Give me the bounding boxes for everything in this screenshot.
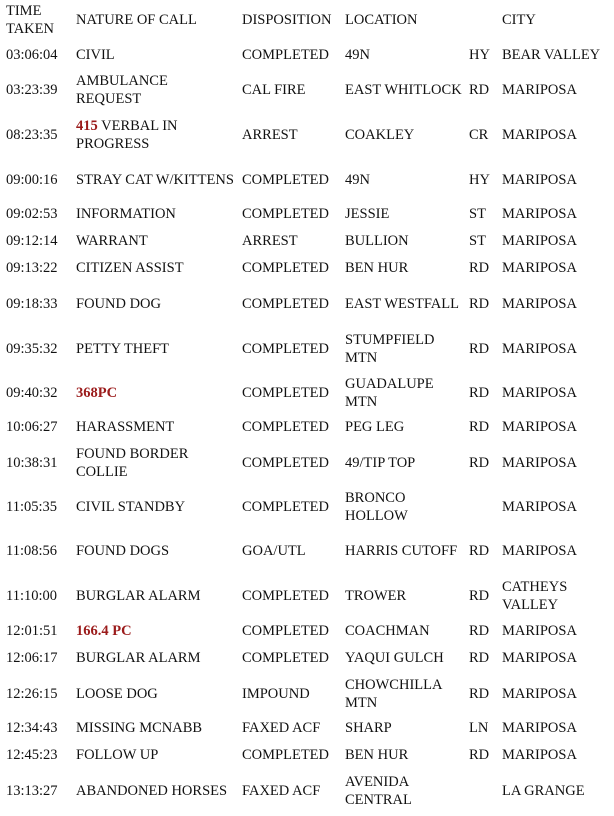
- disposition-cell: COMPLETED: [242, 260, 329, 276]
- disposition-cell: IMPOUND: [242, 686, 310, 702]
- nature-cell: [76, 542, 236, 560]
- header-time: TIME TAKEN: [6, 3, 54, 37]
- table-row: [0, 487, 614, 527]
- location-cell: EAST WHITLOCK: [345, 82, 462, 98]
- time-cell: 09:35:32: [6, 341, 58, 357]
- road-type-cell: CR: [469, 127, 489, 143]
- time-cell: 09:02:53: [6, 206, 58, 222]
- location-cell: BEN HUR: [345, 747, 409, 763]
- disposition-cell: COMPLETED: [242, 419, 329, 435]
- nature-text: BURGLAR ALARM: [76, 650, 201, 666]
- location-cell: 49N: [345, 47, 370, 63]
- road-type-cell: RD: [469, 385, 490, 401]
- time-cell: 09:40:32: [6, 385, 58, 401]
- table-row: [0, 645, 614, 671]
- nature-cell: [76, 46, 236, 64]
- location-cell: BEN HUR: [345, 260, 409, 276]
- disposition-cell: COMPLETED: [242, 499, 329, 515]
- table-row: [0, 618, 614, 644]
- penal-code: 415: [76, 118, 98, 134]
- road-type-cell: RD: [469, 455, 490, 471]
- nature-cell: [76, 340, 236, 358]
- nature-cell: [76, 622, 236, 640]
- road-type-cell: RD: [469, 341, 490, 357]
- road-type-cell: RD: [469, 650, 490, 666]
- city-cell: MARIPOSA: [502, 260, 577, 276]
- nature-text: LOOSE DOG: [76, 686, 158, 702]
- table-row: [0, 228, 614, 254]
- table-row: [0, 715, 614, 741]
- disposition-cell: GOA/UTL: [242, 543, 306, 559]
- disposition-cell: COMPLETED: [242, 650, 329, 666]
- location-cell: CHOWCHILLA MTN: [345, 677, 442, 711]
- table-row: [0, 70, 614, 110]
- penal-code: 368PC: [76, 385, 118, 401]
- location-cell: EAST WESTFALL: [345, 296, 459, 312]
- time-cell: 12:45:23: [6, 747, 58, 763]
- disposition-cell: FAXED ACF: [242, 783, 321, 799]
- city-cell: MARIPOSA: [502, 686, 577, 702]
- time-cell: 03:06:04: [6, 47, 58, 63]
- time-cell: 12:34:43: [6, 720, 58, 736]
- city-cell: MARIPOSA: [502, 455, 577, 471]
- table-row: [0, 329, 614, 369]
- location-cell: 49N: [345, 172, 370, 188]
- nature-text: BURGLAR ALARM: [76, 588, 201, 604]
- nature-cell: [76, 205, 236, 223]
- time-cell: 12:01:51: [6, 623, 58, 639]
- city-cell: MARIPOSA: [502, 419, 577, 435]
- nature-cell: [76, 649, 236, 667]
- table-row: [0, 373, 614, 413]
- time-cell: 09:13:22: [6, 260, 58, 276]
- table-row: [0, 115, 614, 155]
- time-cell: 09:18:33: [6, 296, 58, 312]
- nature-text: MISSING MCNABB: [76, 720, 203, 736]
- road-type-cell: RD: [469, 82, 490, 98]
- table-row: [0, 742, 614, 768]
- location-cell: YAQUI GULCH: [345, 650, 444, 666]
- nature-text: AMBULANCE REQUEST: [76, 73, 168, 107]
- nature-text: CITIZEN ASSIST: [76, 260, 184, 276]
- nature-text: CIVIL STANDBY: [76, 499, 186, 515]
- city-cell: MARIPOSA: [502, 172, 577, 188]
- time-cell: 08:23:35: [6, 127, 58, 143]
- disposition-cell: COMPLETED: [242, 455, 329, 471]
- header-row: [0, 2, 614, 38]
- nature-text: PETTY THEFT: [76, 341, 170, 357]
- disposition-cell: COMPLETED: [242, 206, 329, 222]
- disposition-cell: ARREST: [242, 233, 298, 249]
- disposition-cell: COMPLETED: [242, 588, 329, 604]
- nature-text: HARASSMENT: [76, 419, 175, 435]
- nature-text: ABANDONED HORSES: [76, 783, 228, 799]
- time-cell: 11:10:00: [6, 588, 58, 604]
- nature-text: FOUND DOGS: [76, 543, 170, 559]
- disposition-cell: COMPLETED: [242, 747, 329, 763]
- road-type-cell: RD: [469, 296, 490, 312]
- time-cell: 09:00:16: [6, 172, 58, 188]
- header-disposition: DISPOSITION: [242, 12, 332, 28]
- disposition-cell: COMPLETED: [242, 385, 329, 401]
- road-type-cell: RD: [469, 623, 490, 639]
- header-nature: NATURE OF CALL: [76, 12, 197, 28]
- road-type-cell: RD: [469, 686, 490, 702]
- nature-cell: [76, 384, 236, 402]
- table-row: [0, 255, 614, 281]
- city-cell: BEAR VALLEY: [502, 47, 601, 63]
- road-type-cell: RD: [469, 588, 490, 604]
- city-cell: MARIPOSA: [502, 341, 577, 357]
- penal-code: 166.4 PC: [76, 623, 132, 639]
- time-cell: 10:06:27: [6, 419, 58, 435]
- city-cell: MARIPOSA: [502, 720, 577, 736]
- disposition-cell: COMPLETED: [242, 296, 329, 312]
- nature-cell: [76, 782, 236, 800]
- city-cell: MARIPOSA: [502, 233, 577, 249]
- location-cell: JESSIE: [345, 206, 390, 222]
- road-type-cell: RD: [469, 419, 490, 435]
- city-cell: MARIPOSA: [502, 82, 577, 98]
- city-cell: MARIPOSA: [502, 385, 577, 401]
- table-row: [0, 414, 614, 440]
- location-cell: 49/TIP TOP: [345, 455, 416, 471]
- city-cell: MARIPOSA: [502, 747, 577, 763]
- nature-cell: [76, 445, 236, 481]
- location-cell: BULLION: [345, 233, 409, 249]
- nature-cell: [76, 746, 236, 764]
- location-cell: AVENIDA CENTRAL: [345, 774, 412, 808]
- table-row: [0, 531, 614, 571]
- road-type-cell: RD: [469, 260, 490, 276]
- location-cell: GUADALUPE MTN: [345, 376, 434, 410]
- disposition-cell: COMPLETED: [242, 341, 329, 357]
- road-type-cell: ST: [469, 233, 486, 249]
- road-type-cell: HY: [469, 47, 490, 63]
- table-row: [0, 443, 614, 483]
- time-cell: 12:26:15: [6, 686, 58, 702]
- nature-cell: [76, 171, 236, 189]
- nature-cell: [76, 719, 236, 737]
- road-type-cell: LN: [469, 720, 489, 736]
- table-row: [0, 201, 614, 227]
- time-cell: 09:12:14: [6, 233, 58, 249]
- header-location: LOCATION: [345, 12, 418, 28]
- disposition-cell: COMPLETED: [242, 623, 329, 639]
- city-cell: MARIPOSA: [502, 650, 577, 666]
- disposition-cell: COMPLETED: [242, 172, 329, 188]
- table-row: [0, 576, 614, 616]
- nature-text: FOUND DOG: [76, 296, 161, 312]
- road-type-cell: RD: [469, 747, 490, 763]
- city-cell: CATHEYS VALLEY: [502, 579, 568, 613]
- disposition-cell: ARREST: [242, 127, 298, 143]
- nature-cell: [76, 295, 236, 313]
- location-cell: STUMPFIELD MTN: [345, 332, 435, 366]
- nature-cell: [76, 117, 236, 153]
- table-row: [0, 42, 614, 68]
- disposition-cell: COMPLETED: [242, 47, 329, 63]
- location-cell: COACHMAN: [345, 623, 430, 639]
- time-cell: 03:23:39: [6, 82, 58, 98]
- table-row: [0, 674, 614, 714]
- table-row: [0, 771, 614, 811]
- nature-text: WARRANT: [76, 233, 148, 249]
- nature-cell: [76, 232, 236, 250]
- nature-text: VERBAL IN PROGRESS: [76, 118, 178, 152]
- nature-cell: [76, 72, 236, 108]
- city-cell: LA GRANGE: [502, 783, 585, 799]
- location-cell: TROWER: [345, 588, 407, 604]
- city-cell: MARIPOSA: [502, 623, 577, 639]
- location-cell: BRONCO HOLLOW: [345, 490, 408, 524]
- nature-cell: [76, 685, 236, 703]
- city-cell: MARIPOSA: [502, 499, 577, 515]
- nature-text: FOLLOW UP: [76, 747, 159, 763]
- nature-cell: [76, 259, 236, 277]
- nature-cell: [76, 587, 236, 605]
- time-cell: 11:05:35: [6, 499, 58, 515]
- city-cell: MARIPOSA: [502, 127, 577, 143]
- nature-text: FOUND BORDER COLLIE: [76, 446, 189, 480]
- nature-cell: [76, 418, 236, 436]
- table-row: [0, 284, 614, 324]
- location-cell: HARRIS CUTOFF: [345, 543, 458, 559]
- nature-text: CIVIL: [76, 47, 115, 63]
- header-city: CITY: [502, 12, 536, 28]
- road-type-cell: ST: [469, 206, 486, 222]
- city-cell: MARIPOSA: [502, 206, 577, 222]
- location-cell: PEG LEG: [345, 419, 405, 435]
- nature-cell: [76, 498, 236, 516]
- time-cell: 12:06:17: [6, 650, 58, 666]
- table-row: [0, 160, 614, 200]
- road-type-cell: HY: [469, 172, 490, 188]
- time-cell: 11:08:56: [6, 543, 58, 559]
- road-type-cell: RD: [469, 543, 490, 559]
- nature-text: STRAY CAT W/KITTENS: [76, 172, 234, 188]
- disposition-cell: FAXED ACF: [242, 720, 321, 736]
- time-cell: 10:38:31: [6, 455, 58, 471]
- disposition-cell: CAL FIRE: [242, 82, 306, 98]
- time-cell: 13:13:27: [6, 783, 58, 799]
- nature-text: INFORMATION: [76, 206, 176, 222]
- location-cell: COAKLEY: [345, 127, 415, 143]
- city-cell: MARIPOSA: [502, 543, 577, 559]
- city-cell: MARIPOSA: [502, 296, 577, 312]
- location-cell: SHARP: [345, 720, 392, 736]
